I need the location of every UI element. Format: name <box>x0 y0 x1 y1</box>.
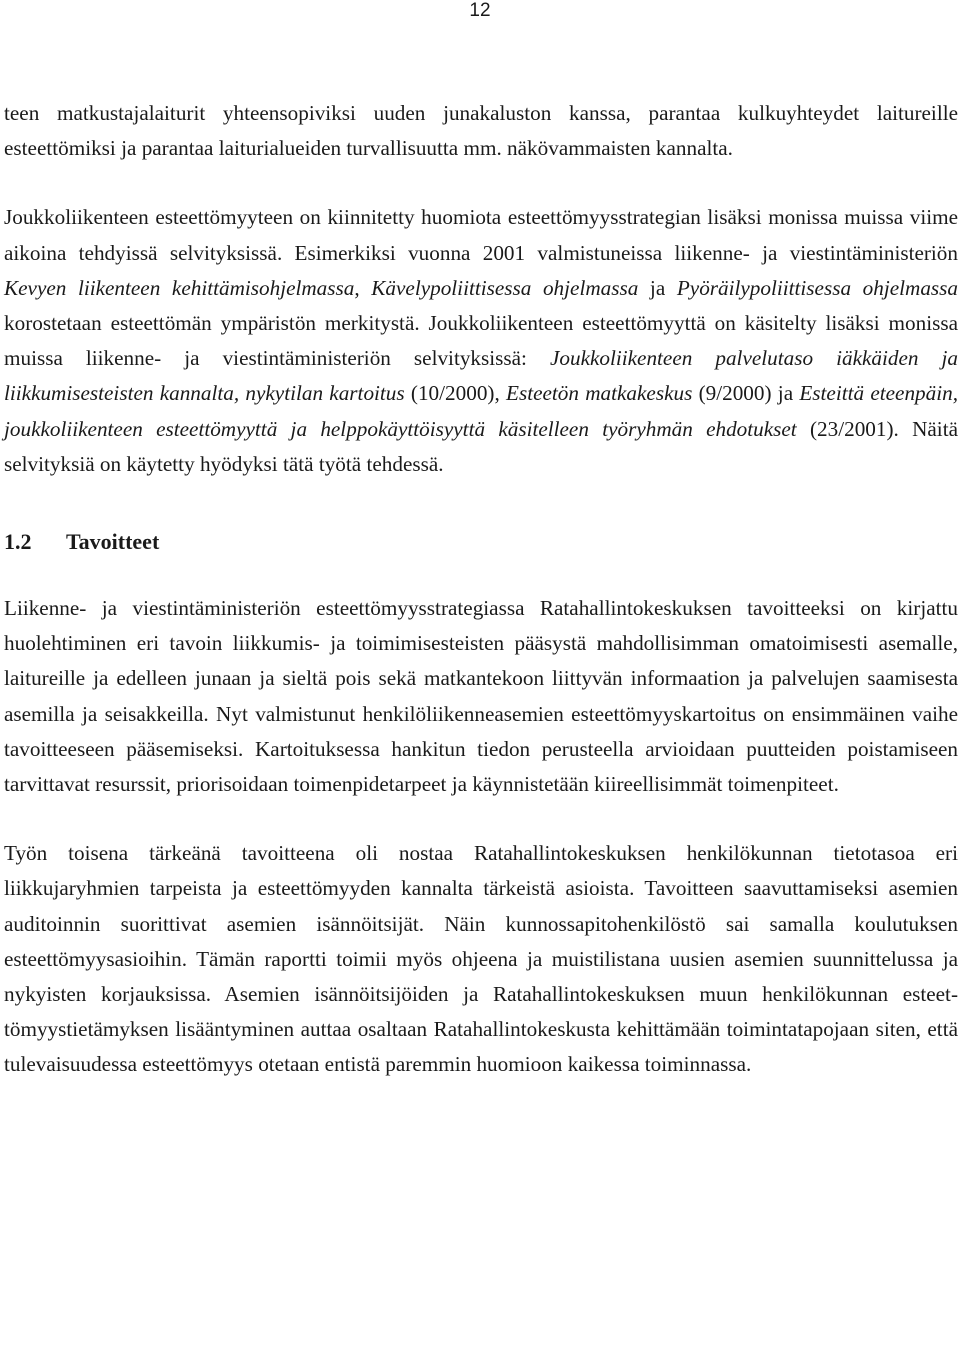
paragraph-2 <box>4 200 958 482</box>
paragraph-1: teen matkustajalaiturit yhteensopiviksi uuden junakaluston kanssa, parantaa kulkuyhteydet laitureille esteettömiksi ja parantaa laiturialueiden turvallisuutta mm. näkövammaisten kannalta. <box>4 101 958 161</box>
paragraph-2-text-5: (10/2000), <box>404 381 507 406</box>
paragraph-4: Työn toisena tärkeänä tavoitteena oli nostaa Ratahallintokeskuksen henkilökunnan tietotasoa eri liikkujaryhmien tarpeista ja esteettömyyden kannalta tärkeistä asioista. Tavoitteen saavuttamiseksi asemien auditoinnin suorittivat asemien isännöitsijät. Näin kunnossapitohenkilöstö sai samalla koulutuksen esteettömyysasioihin. Tämän raportti toimii myös ohjeena ja muistilistana uusien asemien suunnittelussa ja nykyisten korjauksissa. Asemien isännöitsijöiden ja Ratahallintokeskuksen muun henkilökunnan esteettömyystietämyksen lisääntyminen auttaa osaltaan Ratahallintokeskusta kehittämään toimintatapojaan siten, että tulevaisuudessa esteettömyys otetaan entistä paremmin huomioon kaikessa toiminnassa. <box>4 841 958 1077</box>
section-title: Tavoitteet <box>66 529 160 555</box>
document-body <box>4 96 958 1083</box>
publication-title-6: Esteittä eteenpäin, joukkoliikenteen esteettömyyttä ja helppokäyttöisyyttä käsitelleen työryhmän ehdotukset <box>4 381 959 441</box>
publication-title-2: Kävelypoliittisessa ohjelmassa <box>371 275 639 300</box>
paragraph-2-text-2: , <box>354 275 372 300</box>
section-number: 1.2 <box>4 529 32 555</box>
paragraph-2-text-3: ja <box>638 275 677 300</box>
paragraph-2-text-1: Joukkoliikenteen esteettömyyteen on kiinnitetty huomiota esteettömyysstrategian lisäksi monissa muissa viime aikoina tehdyissä selvityksissä. Esimerkiksi vuonna 2001 valmistuneissa liikenne- ja viestintäministeriön <box>4 205 958 265</box>
section-heading <box>4 524 958 559</box>
paragraph-3: Liikenne- ja viestintäministeriön esteettömyysstrategiassa Ratahallintokeskuksen tavoitteeksi on kirjattu huolehtiminen eri tavoin liikkumis- ja toimimisesteisten pääsystä mahdollisimman omatoimisesti asemalle, laitureille ja edelleen junaan ja sieltä pois sekä matkantekoon liittyvän informaation ja palvelujen saamisesta asemilla ja seisakkeilla. Nyt valmistunut henkilöliikenneasemien esteettömyyskartoitus on ensimmäinen vaihe tavoitteeseen pääsemiseksi. Kartoituksessa hankitun tiedon perusteella arvioidaan puutteiden poistamiseen tarvittavat resurssit, priorisoidaan toimenpidetarpeet ja käynnistetään kiireellisimmät toimenpiteet. <box>4 596 958 797</box>
publication-title-3: Pyöräilypoliittisessa ohjelmassa <box>676 275 959 300</box>
paragraph-2-text-4: korostetaan esteettömän ympäristön merkitystä. Joukkoliikenteen esteettömyyttä on käsitelty lisäksi monissa muissa liikenne- ja viestintäministeriön selvityksissä: <box>4 311 958 371</box>
paragraph-2-text-7: (23/2001). Näitä selvityksiä on käytetty hyödyksi tätä työtä tehdessä. <box>4 416 958 476</box>
publication-title-4: Joukkoliikenteen palvelutaso iäkkäiden ja liikkumisesteisten kannalta, nykytilan kartoitus <box>4 346 958 406</box>
page-number: 12 <box>469 0 491 21</box>
publication-title-5: Esteetön matkakeskus <box>506 381 693 406</box>
publication-title-1: Kevyen liikenteen kehittämisohjelmassa <box>4 275 355 300</box>
paragraph-2-text-6: (9/2000) ja <box>692 381 800 406</box>
